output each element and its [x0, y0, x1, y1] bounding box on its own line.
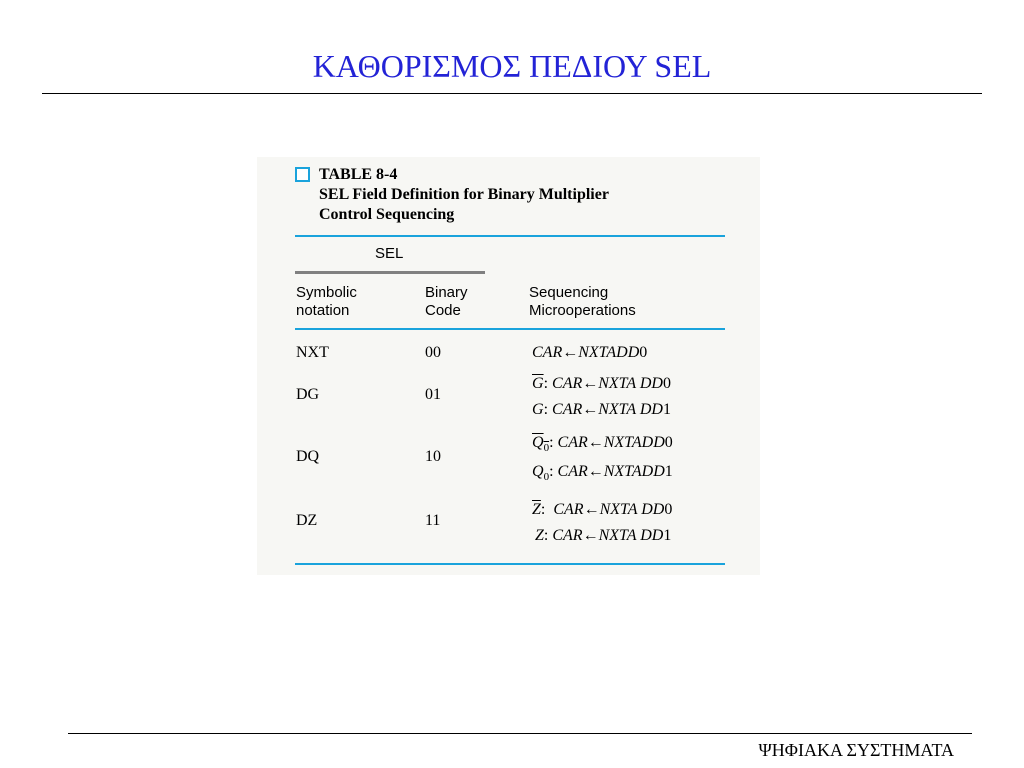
row-symbol: NXT [296, 344, 329, 361]
row-micro-not: $\overline{G}$: CAR←NXTA DD0 [532, 375, 671, 392]
header-seq-l1: Sequencing [529, 284, 609, 301]
header-binary-l1: Binary [425, 284, 468, 301]
table-number: TABLE 8-4 [319, 166, 398, 183]
table-caption-line2: Control Sequencing [319, 206, 455, 223]
header-seq-l2: Microoperations [529, 302, 636, 319]
footer-divider [68, 733, 972, 734]
row-micro: CAR←NXTADD0 [532, 344, 648, 361]
header-symbolic [296, 284, 357, 320]
header-bottom-rule [295, 328, 725, 330]
table-image [257, 157, 760, 575]
row-code: 10 [425, 448, 441, 465]
row-micro-not: $\overline{Z}$: CAR←NXTA DD0 [532, 501, 673, 518]
row-symbol: DZ [296, 512, 318, 529]
row-micro: G: CAR←NXTA DD1 [532, 401, 671, 418]
row-micro-not: $Q_0$: CAR←NXTADD0 [532, 434, 673, 455]
table-caption [319, 165, 739, 225]
header-binary [425, 284, 468, 320]
footer-text: ΨΗΦΙΑΚΑ ΣΥΣΤΗΜΑΤΑ [758, 740, 954, 760]
sel-group-header: SEL [375, 245, 404, 262]
row-micro: Z: CAR←NXTA DD1 [535, 527, 672, 544]
row-symbol: DG [296, 386, 320, 403]
slide-title: ΚΑΘΟΡΙΣΜΟΣ ΠΕΔΙΟΥ SEL [312, 48, 712, 84]
row-micro: $Q_0$: CAR←NXTADD1 [532, 463, 673, 484]
row-code: 00 [425, 344, 441, 361]
header-binary-l2: Code [425, 302, 461, 319]
header-symbolic-l1: Symbolic [296, 284, 357, 301]
table-caption-line1: SEL Field Definition for Binary Multiplier [319, 186, 609, 203]
title-divider [42, 93, 982, 94]
row-symbol: DQ [296, 448, 320, 465]
row-code: 11 [425, 512, 441, 529]
header-sequencing [529, 284, 636, 320]
table-top-rule [295, 235, 725, 237]
row-code: 01 [425, 386, 441, 403]
header-symbolic-l2: notation [296, 302, 350, 319]
table-square-icon [295, 167, 310, 182]
table-bottom-rule [295, 563, 725, 565]
sel-group-rule [295, 271, 485, 274]
